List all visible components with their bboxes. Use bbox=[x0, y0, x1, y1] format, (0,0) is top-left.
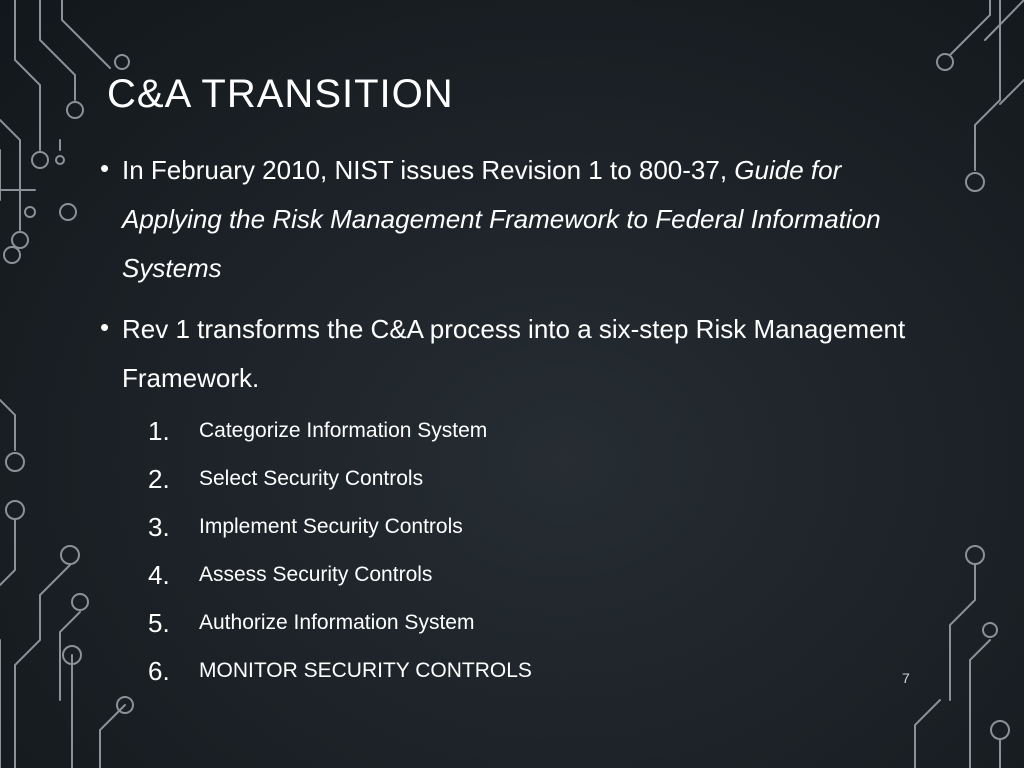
step-number: 2. bbox=[148, 463, 170, 494]
step-item bbox=[148, 551, 532, 599]
step-number: 5. bbox=[148, 607, 170, 638]
bullet-dot-icon: • bbox=[100, 153, 110, 183]
step-label: MONITOR SECURITY CONTROLS bbox=[199, 659, 532, 682]
step-item bbox=[148, 647, 532, 695]
bullet-text: In February 2010, NIST issues Revision 1 to 800-37, bbox=[122, 155, 735, 185]
bullet-item bbox=[100, 305, 920, 403]
step-label: Authorize Information System bbox=[199, 611, 475, 634]
step-item bbox=[148, 503, 532, 551]
step-item bbox=[148, 599, 532, 647]
step-item bbox=[148, 407, 532, 455]
bullet-text: Rev 1 transforms the C&A process into a six-step Risk Management Framework. bbox=[122, 314, 906, 393]
step-number: 1. bbox=[148, 415, 170, 446]
step-number: 4. bbox=[148, 559, 170, 590]
step-label: Assess Security Controls bbox=[199, 563, 433, 586]
bullet-list bbox=[100, 146, 920, 415]
step-label: Implement Security Controls bbox=[199, 515, 463, 538]
step-number: 3. bbox=[148, 511, 170, 542]
step-item bbox=[148, 455, 532, 503]
bullet-dot-icon: • bbox=[100, 312, 110, 342]
page-number: 7 bbox=[902, 670, 910, 686]
slide-title: C&A TRANSITION bbox=[107, 72, 454, 116]
rmf-steps-list bbox=[148, 407, 532, 695]
step-label: Categorize Information System bbox=[199, 419, 488, 442]
step-number: 6. bbox=[148, 655, 170, 686]
bullet-item bbox=[100, 146, 920, 293]
step-label: Select Security Controls bbox=[199, 467, 424, 490]
bullet-emphasis: Guide for Applying the Risk Management Framework to Federal Information Systems bbox=[122, 155, 881, 283]
